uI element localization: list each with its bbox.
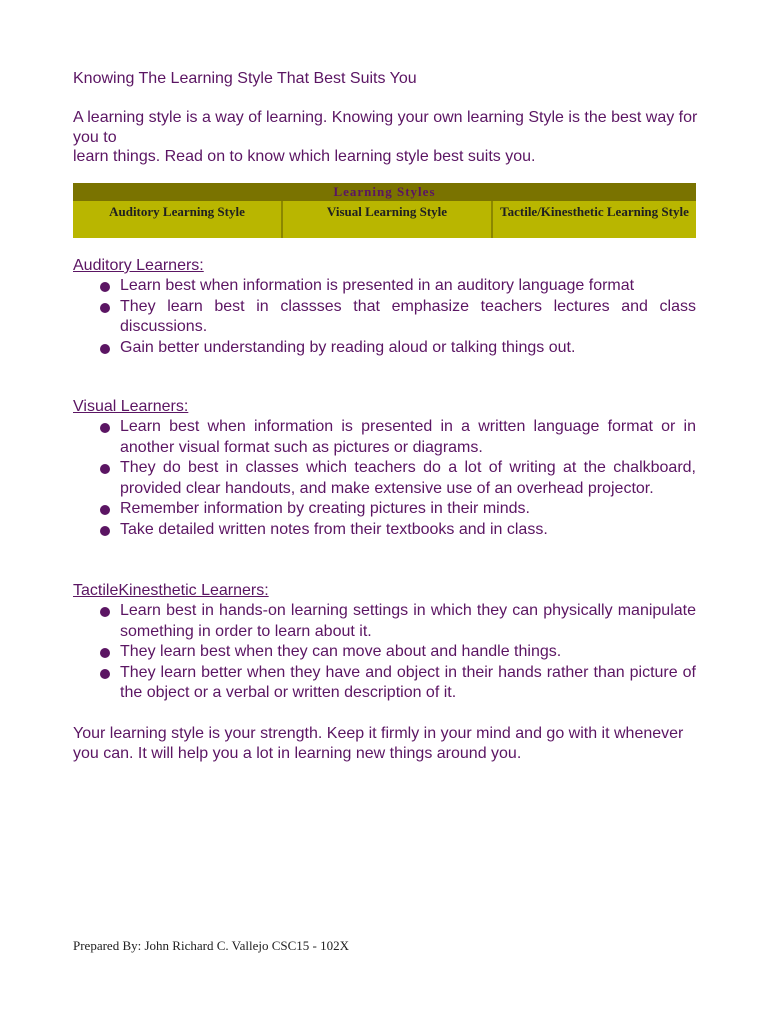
intro-paragraph: [73, 108, 713, 167]
section-visual: [73, 397, 696, 540]
intro-line-1: A learning style is a way of learning. Knowing your own learning Style is the best way for you to: [73, 109, 698, 146]
intro-line-2: learn things. Read on to know which learning style best suits you.: [73, 148, 536, 165]
table-cell-auditory: Auditory Learning Style: [73, 201, 282, 238]
bullet-icon: [100, 669, 110, 679]
list-item: Learn best when information is presented in an auditory language format: [120, 276, 696, 297]
section-auditory: [73, 256, 696, 358]
section-heading: Visual Learners:: [73, 398, 189, 415]
learning-styles-table: [73, 183, 696, 238]
list-item: Learn best when information is presented in a written language format or in another visual format such as pictures or diagrams.: [120, 417, 696, 458]
list-item: They do best in classes which teachers do a lot of writing at the chalkboard, provided clear handouts, and make extensive use of an overhead projector.: [120, 458, 696, 499]
section-heading: Auditory Learners:: [73, 257, 204, 274]
bullet-icon: [100, 282, 110, 292]
list-item: Learn best in hands-on learning settings in which they can physically manipulate something in order to learn about it.: [120, 601, 696, 642]
document-title: Knowing The Learning Style That Best Suits You: [73, 70, 417, 87]
table-cell-visual: Visual Learning Style: [282, 201, 492, 238]
list-item: Take detailed written notes from their textbooks and in class.: [120, 520, 696, 541]
bullet-icon: [100, 607, 110, 617]
bullet-icon: [100, 303, 110, 313]
bullet-icon: [100, 648, 110, 658]
table-cell-tactile: Tactile/Kinesthetic Learning Style: [492, 201, 696, 238]
closing-paragraph: Your learning style is your strength. Keep it firmly in your mind and go with it whenever you can. It will help you a lot in learning new things around you.: [73, 725, 684, 762]
list-item: Remember information by creating pictures in their minds.: [120, 499, 696, 520]
bullet-icon: [100, 464, 110, 474]
list-item: They learn best when they can move about and handle things.: [120, 642, 696, 663]
section-heading: TactileKinesthetic Learners:: [73, 582, 269, 599]
bullet-icon: [100, 423, 110, 433]
footer-credit: Prepared By: John Richard C. Vallejo CSC15 - 102X: [73, 938, 349, 953]
list-item: Gain better understanding by reading aloud or talking things out.: [120, 338, 696, 359]
bullet-icon: [100, 344, 110, 354]
table-header: Learning Styles: [73, 183, 696, 201]
bullet-list: [73, 601, 696, 704]
bullet-icon: [100, 526, 110, 536]
list-item: They learn better when they have and object in their hands rather than picture of the object or a verbal or written description of it.: [120, 663, 696, 704]
bullet-list: [73, 276, 696, 358]
section-tactile: [73, 581, 696, 704]
bullet-icon: [100, 505, 110, 515]
bullet-list: [73, 417, 696, 540]
list-item: They learn best in classses that emphasize teachers lectures and class discussions.: [120, 297, 696, 338]
